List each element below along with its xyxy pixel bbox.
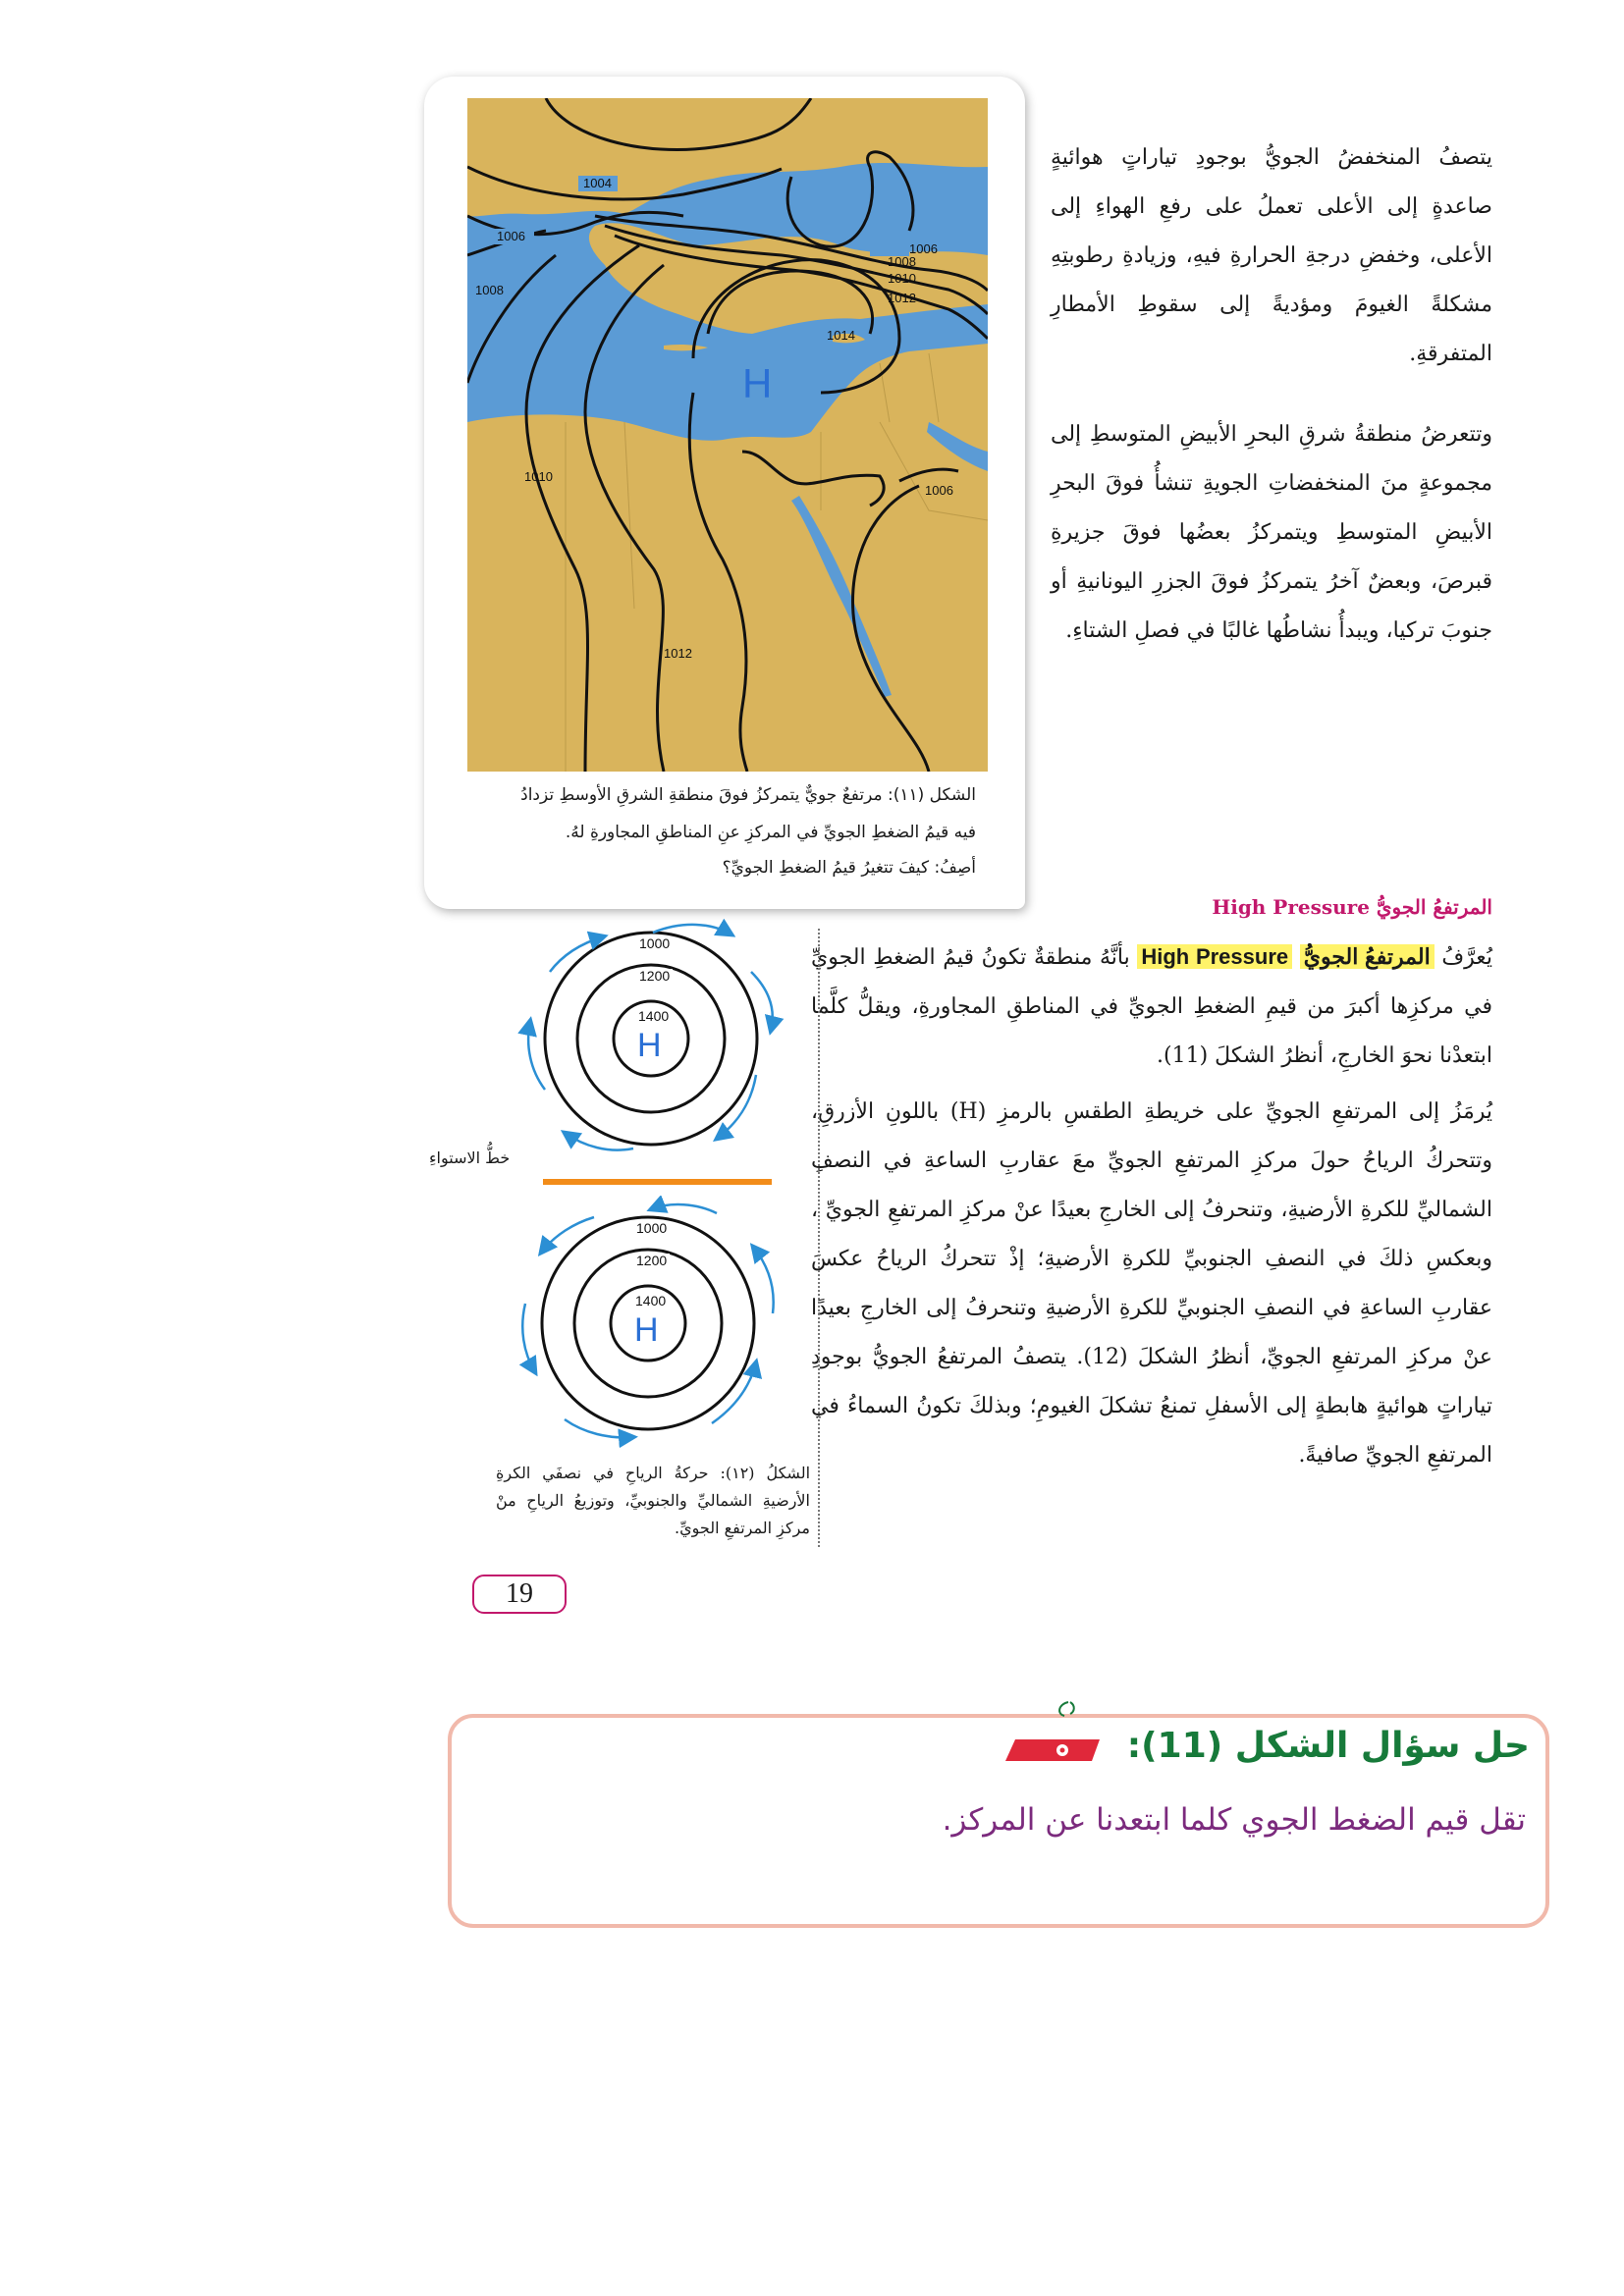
wind-bottom-high-symbol: H bbox=[634, 1311, 659, 1349]
section-heading bbox=[1212, 895, 1492, 919]
wind-top-1400: 1400 bbox=[638, 1008, 670, 1024]
map-high-symbol: H bbox=[742, 360, 773, 406]
definition-lead: يُعرَّفُ bbox=[1441, 945, 1492, 970]
term-highlight-ar: المرتفعُ الجويُّ bbox=[1300, 944, 1435, 969]
svg-text:1012: 1012 bbox=[888, 291, 916, 305]
svg-text:1012: 1012 bbox=[664, 646, 692, 661]
map-caption-line-3: أصِفُ: كيفَ تتغيرُ قيمُ الضغطِ الجويِّ؟ bbox=[722, 858, 976, 878]
wind-diagram-northern bbox=[506, 913, 800, 1158]
svg-text:1008: 1008 bbox=[475, 283, 504, 297]
svg-text:1010: 1010 bbox=[888, 271, 916, 286]
map-caption-line-1: الشكل (١١): مرتفعٌ جويٌّ يتمركزُ فوقَ منطقةِ الشرقِ الأوسطِ تزدادُ bbox=[520, 785, 976, 805]
wind-bottom-1000: 1000 bbox=[636, 1220, 668, 1236]
svg-text:1006: 1006 bbox=[497, 229, 525, 243]
page-number: 19 bbox=[472, 1575, 567, 1614]
pressure-map bbox=[467, 98, 988, 772]
answer-title: حل سؤال الشكل (11): bbox=[1126, 1726, 1530, 1766]
eastern-mediterranean-paragraph: وتتعرضُ منطقةُ شرقِ البحرِ الأبيضِ المتوسطِ إلى مجموعةٍ منَ المنخفضاتِ الجويةِ تنشأُ فوقَ البحرِ الأبيضِ المتوسطِ ويتمركزُ بعضُها فوقَ جزيرةِ قبرصَ، وبعضٌ آخرُ يتمركزُ فوقَ الجزرِ اليونانيةِ أو جنوبَ تركيا، ويبدأُ نشاطُها غالبًا في فصلِ الشتاءِ. bbox=[1051, 422, 1492, 643]
high-pressure-definition bbox=[811, 933, 1492, 1081]
svg-text:1006: 1006 bbox=[909, 241, 938, 256]
svg-text:1004: 1004 bbox=[583, 176, 612, 190]
wind-bottom-1400: 1400 bbox=[635, 1293, 667, 1308]
answer-tag-icon bbox=[1001, 1700, 1110, 1765]
svg-text:1014: 1014 bbox=[827, 328, 855, 343]
svg-text:1008: 1008 bbox=[888, 254, 916, 269]
equator-label: خطُّ الاستواءِ bbox=[429, 1148, 511, 1167]
low-pressure-paragraph: يتصفُ المنخفضُ الجويُّ بوجودِ تياراتٍ هوائيةٍ صاعدةٍ إلى الأعلى تعملُ على رفعِ الهواءِ إلى الأعلى، وخفضِ درجةِ الحرارةِ فيهِ، وزيادةِ رطوبتِهِ مشكلةً الغيومَ ومؤديةً إلى سقوطِ الأمطارِ المتفرقةِ. bbox=[1051, 145, 1492, 366]
high-pressure-wind-paragraph: يُرمَزُ إلى المرتفعِ الجويِّ على خريطةِ الطقسِ بالرمزِ (H) باللونِ الأزرقِ، وتتحركُ الرياحُ حولَ مركزِ المرتفعِ الجويِّ معَ عقاربِ الساعةِ في النصفِ الشماليِّ للكرةِ الأرضيةِ، وتنحرفُ إلى الخارجِ بعيدًا عنْ مركزِ المرتفعِ الجويِّ ، وبعكسِ ذلكَ في النصفِ الجنوبيِّ للكرةِ الأرضيةِ؛ إذْ تتحركُ الرياحُ عكسَ عقاربِ الساعةِ في النصفِ الجنوبيِّ للكرةِ الأرضيةِ وتنحرفُ إلى الخارجِ بعيدًا عنْ مركزِ المرتفعِ الجويِّ، أنظرُ الشكلَ (12). يتصفُ المرتفعُ الجويُّ بوجودِ تياراتٍ هوائيةٍ هابطةٍ إلى الأسفلِ تمنعُ تشكلَ الغيومِ؛ وبذلكَ تكونُ السماءُ في المرتفعِ الجويِّ صافيةً. bbox=[811, 1099, 1492, 1468]
wind-top-1200: 1200 bbox=[639, 968, 671, 984]
wind-top-high-symbol: H bbox=[637, 1027, 662, 1064]
wind-top-1000: 1000 bbox=[639, 935, 671, 951]
equator-line bbox=[543, 1179, 772, 1185]
wind-diagram-southern bbox=[496, 1196, 810, 1451]
wind-diagram-caption: الشكلُ (١٢): حركةُ الرياحِ في نصفَي الكرةِ الأرضيةِ الشماليِّ والجنوبيِّ، وتوزيعُ الرياحِ منْ مركزِ المرتفعِ الجويِّ. bbox=[496, 1464, 811, 1537]
svg-text:1006: 1006 bbox=[925, 483, 953, 498]
term-highlight-en: High Pressure bbox=[1137, 944, 1292, 969]
answer-text: تقل قيم الضغط الجوي كلما ابتعدنا عن المركز. bbox=[942, 1802, 1526, 1838]
section-heading-en: High Pressure bbox=[1212, 895, 1370, 919]
definition-body: بأنَّهُ منطقةٌ تكونُ قيمُ الضغطِ الجويِّ في مركزِها أكبرَ من قيمِ الضغطِ الجويِّ في المناطقِ المجاورةِ، ويقلُّ كلَّما ابتعدْنا نحوَ الخارجِ، أنظرُ الشكلَ (11). bbox=[811, 945, 1492, 1068]
map-caption-line-2: فيه قيمُ الضغطِ الجويِّ في المركزِ عنِ المناطقِ المجاورةِ لهُ. bbox=[565, 823, 976, 842]
section-heading-ar: المرتفعُ الجويُّ bbox=[1376, 895, 1492, 919]
wind-bottom-1200: 1200 bbox=[636, 1253, 668, 1268]
column-divider bbox=[818, 929, 820, 1547]
svg-text:1010: 1010 bbox=[524, 469, 553, 484]
